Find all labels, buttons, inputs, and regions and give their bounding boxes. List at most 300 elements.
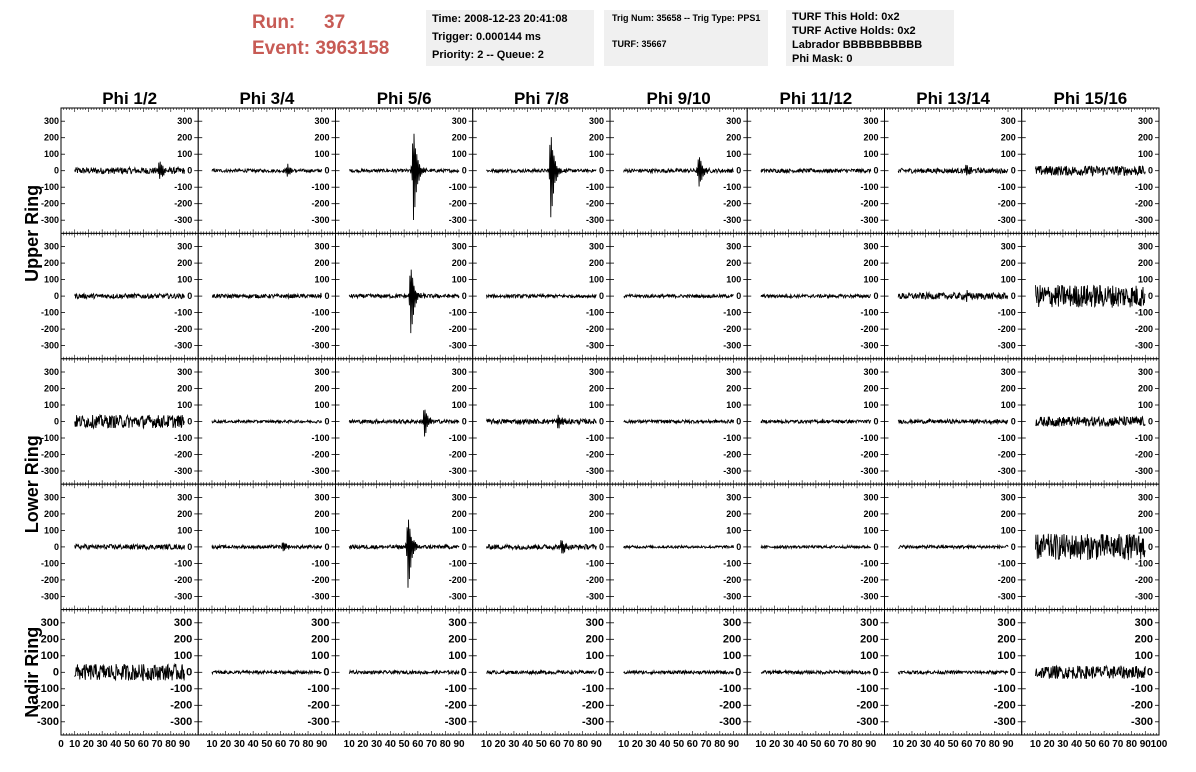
- y-tick-label: 100: [43, 274, 59, 285]
- y-tick-label: 300: [43, 241, 59, 252]
- y-tick-label: 200: [1134, 633, 1153, 646]
- y-tick-label: 200: [1000, 258, 1016, 269]
- y-tick-label: 300: [726, 492, 742, 503]
- y-tick-label: 100: [177, 525, 193, 536]
- y-tick-label: -200: [585, 324, 604, 335]
- y-tick-label: 200: [726, 258, 742, 269]
- y-tick-label: -300: [448, 340, 467, 351]
- y-tick-label: 0: [873, 291, 879, 302]
- y-tick-label: 0: [598, 165, 604, 176]
- waveform-panel: [198, 233, 335, 358]
- y-tick-label: 0: [1147, 291, 1153, 302]
- y-tick-label: 200: [588, 132, 604, 143]
- waveform-panel: [885, 108, 1022, 233]
- y-tick-label: 200: [177, 383, 193, 394]
- waveform-panel: [747, 484, 884, 609]
- y-tick-label: 300: [860, 616, 879, 629]
- y-tick-label: 200: [451, 132, 467, 143]
- y-tick-label: -300: [997, 215, 1016, 226]
- y-tick-label: -200: [448, 449, 467, 460]
- y-tick-label: 0: [187, 416, 193, 427]
- y-tick-label: -300: [40, 466, 59, 476]
- y-tick-label: 0: [872, 666, 879, 679]
- y-tick-label: 300: [863, 492, 879, 503]
- turf-this-hold-text: TURF This Hold: 0x2: [792, 11, 900, 23]
- y-tick-label: 0: [53, 541, 59, 552]
- y-tick-label: 100: [1137, 149, 1153, 160]
- trigger-text: Trigger: 0.000144 ms: [432, 31, 541, 43]
- y-tick-label: 0: [324, 541, 330, 552]
- waveform-panel: [885, 484, 1022, 609]
- y-tick-label: -200: [174, 198, 193, 209]
- y-tick-label: -100: [581, 682, 604, 695]
- y-tick-label: 0: [53, 416, 59, 427]
- y-tick-label: 100: [860, 649, 879, 662]
- y-tick-label: 100: [40, 649, 59, 662]
- y-tick-label: -100: [856, 682, 879, 695]
- y-tick-label: 100: [1137, 400, 1153, 410]
- y-tick-label: 100: [726, 274, 742, 285]
- y-tick-label: -200: [856, 699, 879, 712]
- y-tick-label: 100: [1000, 400, 1016, 410]
- y-tick-label: 300: [311, 616, 330, 629]
- waveform-panel: [473, 108, 610, 233]
- y-tick-label: 300: [726, 116, 742, 127]
- y-tick-label: -200: [1134, 574, 1153, 585]
- y-tick-label: -300: [174, 215, 193, 226]
- y-tick-label: 100: [451, 149, 467, 160]
- y-tick-label: -200: [444, 699, 467, 712]
- y-tick-label: -300: [448, 215, 467, 226]
- y-tick-label: 0: [53, 165, 59, 176]
- waveform-panel: [41, 484, 198, 609]
- y-tick-label: -300: [581, 715, 604, 728]
- y-tick-label: -200: [40, 198, 59, 209]
- column-title: Phi 9/10: [646, 89, 711, 108]
- y-tick-label: -200: [40, 449, 59, 460]
- y-tick-label: 0: [735, 666, 742, 679]
- y-tick-label: -200: [997, 574, 1016, 585]
- y-tick-label: -100: [1134, 307, 1153, 318]
- y-tick-label: -100: [1134, 558, 1153, 569]
- y-tick-label: 200: [314, 508, 330, 519]
- y-tick-label: -300: [997, 466, 1016, 476]
- y-tick-label: -300: [40, 215, 59, 226]
- y-tick-label: 0: [187, 291, 193, 302]
- y-tick-label: -100: [997, 182, 1016, 193]
- y-tick-label: 100: [726, 525, 742, 536]
- y-tick-label: 300: [588, 492, 604, 503]
- y-tick-label: 300: [588, 367, 604, 377]
- y-tick-label: 0: [597, 666, 604, 679]
- y-tick-label: 200: [43, 508, 59, 519]
- y-tick-label: 200: [860, 633, 879, 646]
- waveform-panel: [336, 108, 473, 233]
- turf-text: TURF: 35667: [612, 39, 667, 49]
- y-tick-label: -100: [311, 182, 330, 193]
- y-tick-label: -300: [36, 715, 59, 728]
- y-tick-label: -100: [860, 433, 879, 443]
- column-title: Phi 1/2: [102, 89, 158, 108]
- row-title: Nadir Ring: [22, 626, 42, 718]
- waveform-panel: [41, 233, 198, 358]
- y-tick-label: -100: [1134, 182, 1153, 193]
- y-tick-label: -100: [860, 558, 879, 569]
- y-tick-label: 100: [1137, 274, 1153, 285]
- y-tick-label: 100: [451, 525, 467, 536]
- y-tick-label: -100: [723, 307, 742, 318]
- y-tick-label: 0: [736, 541, 742, 552]
- y-tick-label: -300: [585, 340, 604, 351]
- y-tick-label: 0: [460, 666, 467, 679]
- y-tick-label: -200: [581, 699, 604, 712]
- y-tick-label: 300: [314, 367, 330, 377]
- y-tick-label: -200: [993, 699, 1016, 712]
- y-tick-label: 0: [324, 416, 330, 427]
- y-tick-label: 300: [588, 241, 604, 252]
- y-tick-label: 0: [461, 291, 467, 302]
- y-tick-label: 100: [177, 274, 193, 285]
- y-tick-label: 0: [1010, 291, 1016, 302]
- y-tick-label: 100: [1134, 649, 1153, 662]
- y-tick-label: 0: [1146, 666, 1153, 679]
- y-tick-label: 100: [588, 400, 604, 410]
- y-tick-label: -100: [997, 558, 1016, 569]
- y-tick-label: -100: [723, 433, 742, 443]
- waveform-panel: [41, 108, 198, 233]
- waveform-panel: [885, 233, 1022, 358]
- y-tick-label: 200: [177, 132, 193, 143]
- y-tick-label: 300: [43, 367, 59, 377]
- y-tick-label: 0: [598, 291, 604, 302]
- y-tick-label: 200: [863, 132, 879, 143]
- y-tick-label: 300: [451, 116, 467, 127]
- y-tick-label: 300: [314, 492, 330, 503]
- y-tick-label: -300: [997, 591, 1016, 602]
- y-tick-label: 0: [461, 416, 467, 427]
- y-tick-label: 100: [177, 149, 193, 160]
- y-tick-label: 300: [177, 241, 193, 252]
- y-tick-label: 0: [1009, 666, 1016, 679]
- y-tick-label: 200: [1000, 508, 1016, 519]
- y-tick-label: -200: [723, 449, 742, 460]
- y-tick-label: 300: [40, 616, 59, 629]
- y-tick-label: 0: [52, 666, 59, 679]
- column-title: Phi 15/16: [1053, 89, 1128, 108]
- y-tick-label: -100: [170, 682, 193, 695]
- y-tick-label: -300: [448, 466, 467, 476]
- y-tick-label: 300: [1000, 241, 1016, 252]
- y-tick-label: 300: [1137, 116, 1153, 127]
- y-tick-label: 300: [448, 616, 467, 629]
- waveform-panel: [1022, 108, 1159, 233]
- y-tick-label: 200: [726, 383, 742, 394]
- y-tick-label: -100: [174, 558, 193, 569]
- y-tick-label: 300: [726, 367, 742, 377]
- y-tick-label: 0: [1147, 541, 1153, 552]
- waveform-panel: [747, 108, 884, 233]
- waveform-panel: [885, 359, 1022, 484]
- y-tick-label: 200: [314, 383, 330, 394]
- y-tick-label: -300: [1134, 591, 1153, 602]
- y-tick-label: 200: [43, 258, 59, 269]
- waveform-panel: [1022, 359, 1159, 484]
- waveform-panel: [198, 108, 335, 233]
- y-tick-label: 200: [588, 383, 604, 394]
- y-tick-label: 300: [177, 492, 193, 503]
- column-title: Phi 5/6: [376, 89, 432, 108]
- y-tick-label: 100: [726, 400, 742, 410]
- y-tick-label: -300: [860, 591, 879, 602]
- waveform-panel: [198, 610, 335, 735]
- y-tick-label: -200: [174, 449, 193, 460]
- turf-active-holds-text: TURF Active Holds: 0x2: [792, 25, 916, 37]
- y-tick-label: 200: [722, 633, 742, 646]
- y-tick-label: -300: [1134, 340, 1153, 351]
- y-tick-label: -300: [174, 340, 193, 351]
- waveform-panel: [1022, 610, 1159, 735]
- y-tick-label: 200: [726, 508, 742, 519]
- y-tick-label: -300: [40, 340, 59, 351]
- y-tick-label: -200: [40, 574, 59, 585]
- y-tick-label: -200: [448, 324, 467, 335]
- y-tick-label: -200: [997, 324, 1016, 335]
- y-tick-label: 0: [186, 666, 193, 679]
- y-tick-label: -300: [860, 215, 879, 226]
- y-tick-label: 100: [588, 149, 604, 160]
- waveform-panel: [37, 610, 198, 735]
- waveform-panel: [473, 610, 610, 735]
- y-tick-label: 200: [1137, 258, 1153, 269]
- y-tick-label: -200: [448, 574, 467, 585]
- y-tick-label: 200: [863, 383, 879, 394]
- y-tick-label: -300: [174, 591, 193, 602]
- y-tick-label: 100: [43, 525, 59, 536]
- y-tick-label: 100: [451, 400, 467, 410]
- y-tick-label: 200: [314, 258, 330, 269]
- y-tick-label: -200: [860, 324, 879, 335]
- waveform-panel: [610, 108, 747, 233]
- y-tick-label: 0: [1010, 541, 1016, 552]
- y-tick-label: 0: [461, 165, 467, 176]
- y-tick-label: -100: [36, 682, 59, 695]
- waveform-panel: [747, 233, 884, 358]
- y-tick-label: 300: [173, 616, 193, 629]
- y-tick-label: 0: [1147, 416, 1153, 427]
- y-tick-label: -200: [40, 324, 59, 335]
- y-tick-label: 0: [187, 541, 193, 552]
- y-tick-label: 100: [997, 649, 1016, 662]
- y-tick-label: -200: [311, 449, 330, 460]
- y-tick-label: 200: [997, 633, 1016, 646]
- y-tick-label: -100: [448, 182, 467, 193]
- y-tick-label: 100: [43, 400, 59, 410]
- y-tick-label: -300: [585, 215, 604, 226]
- y-tick-label: -300: [719, 715, 742, 728]
- y-tick-label: 0: [736, 416, 742, 427]
- y-tick-label: 300: [451, 492, 467, 503]
- y-tick-label: -300: [40, 591, 59, 602]
- waveform-panel: [473, 359, 610, 484]
- y-tick-label: -200: [997, 198, 1016, 209]
- y-tick-label: -300: [585, 466, 604, 476]
- y-tick-label: -200: [860, 449, 879, 460]
- y-tick-label: 200: [43, 383, 59, 394]
- y-tick-label: -100: [40, 433, 59, 443]
- waveform-panel: [198, 484, 335, 609]
- y-tick-label: -100: [585, 182, 604, 193]
- waveform-panel: [336, 359, 473, 484]
- y-tick-label: -200: [723, 574, 742, 585]
- y-tick-label: 300: [451, 241, 467, 252]
- waveform-panel: [885, 610, 1022, 735]
- y-tick-label: 100: [314, 149, 330, 160]
- y-tick-label: 0: [323, 666, 330, 679]
- y-tick-label: -100: [997, 307, 1016, 318]
- y-tick-label: -100: [40, 182, 59, 193]
- y-tick-label: 0: [873, 165, 879, 176]
- y-tick-label: -300: [585, 591, 604, 602]
- y-tick-label: -100: [448, 307, 467, 318]
- y-tick-label: -300: [860, 340, 879, 351]
- y-tick-label: -100: [448, 433, 467, 443]
- y-tick-label: 100: [177, 400, 193, 410]
- y-tick-label: 0: [187, 165, 193, 176]
- y-tick-label: -300: [723, 215, 742, 226]
- y-tick-label: 300: [588, 116, 604, 127]
- y-tick-label: 300: [1134, 616, 1153, 629]
- y-tick-label: -300: [723, 591, 742, 602]
- waveform-panel: [41, 359, 198, 484]
- y-tick-label: 200: [451, 383, 467, 394]
- y-tick-label: -100: [448, 558, 467, 569]
- y-tick-label: 100: [585, 649, 604, 662]
- row-title: Upper Ring: [22, 184, 42, 282]
- y-tick-label: 200: [451, 258, 467, 269]
- y-tick-label: 0: [873, 541, 879, 552]
- y-tick-label: -100: [311, 433, 330, 443]
- y-tick-label: 300: [314, 116, 330, 127]
- y-tick-label: 300: [997, 616, 1016, 629]
- y-tick-label: -200: [174, 574, 193, 585]
- y-tick-label: -200: [174, 324, 193, 335]
- y-tick-label: -100: [40, 307, 59, 318]
- y-tick-label: -100: [860, 182, 879, 193]
- y-tick-label: 200: [863, 508, 879, 519]
- y-tick-label: 100: [863, 525, 879, 536]
- y-tick-label: 300: [1000, 367, 1016, 377]
- y-tick-label: 300: [43, 492, 59, 503]
- y-tick-label: -100: [723, 182, 742, 193]
- y-tick-label: -100: [174, 182, 193, 193]
- y-tick-label: 300: [863, 116, 879, 127]
- y-tick-label: 200: [40, 633, 59, 646]
- y-tick-label: -200: [723, 324, 742, 335]
- row-title: Lower Ring: [22, 435, 42, 534]
- waveform-panel: [473, 233, 610, 358]
- waveform-panel: [747, 610, 884, 735]
- y-tick-label: 100: [451, 274, 467, 285]
- y-tick-label: -100: [311, 307, 330, 318]
- waveform-panel: [610, 484, 747, 609]
- y-tick-label: 200: [1137, 508, 1153, 519]
- labrador-text: Labrador BBBBBBBBBB: [792, 39, 923, 51]
- waveform-panel: [336, 484, 473, 609]
- y-tick-label: 100: [311, 649, 330, 662]
- y-tick-label: 200: [1137, 383, 1153, 394]
- y-tick-label: 300: [722, 616, 742, 629]
- y-tick-label: -100: [40, 558, 59, 569]
- y-tick-label: -200: [307, 699, 330, 712]
- y-tick-label: 0: [873, 416, 879, 427]
- y-tick-label: 0: [461, 541, 467, 552]
- y-tick-label: 100: [43, 149, 59, 160]
- y-tick-label: -300: [997, 340, 1016, 351]
- y-tick-label: 200: [177, 508, 193, 519]
- y-tick-label: 100: [588, 525, 604, 536]
- y-tick-label: -200: [311, 324, 330, 335]
- y-tick-label: -200: [311, 198, 330, 209]
- y-tick-label: -200: [585, 449, 604, 460]
- time-text: Time: 2008-12-23 20:41:08: [432, 13, 568, 25]
- y-tick-label: -300: [1134, 215, 1153, 226]
- phi-mask-text: Phi Mask: 0: [792, 53, 853, 65]
- y-tick-label: -100: [174, 433, 193, 443]
- waveform-panel: [336, 610, 473, 735]
- y-tick-label: 100: [1000, 149, 1016, 160]
- y-tick-label: 200: [863, 258, 879, 269]
- y-tick-label: -100: [585, 558, 604, 569]
- y-tick-label: -100: [311, 558, 330, 569]
- y-tick-label: 0: [1147, 165, 1153, 176]
- y-tick-label: -100: [585, 433, 604, 443]
- y-tick-label: 100: [448, 649, 467, 662]
- y-tick-label: -200: [448, 198, 467, 209]
- y-tick-label: 100: [863, 400, 879, 410]
- y-tick-label: -300: [307, 715, 330, 728]
- column-title: Phi 13/14: [916, 89, 990, 108]
- y-tick-label: -300: [311, 591, 330, 602]
- waveform-panel: [610, 233, 747, 358]
- run-label: Run:: [252, 12, 296, 33]
- y-tick-label: -100: [444, 682, 467, 695]
- waveform-panel: [1022, 484, 1159, 609]
- y-tick-label: 200: [451, 508, 467, 519]
- y-tick-label: 300: [863, 367, 879, 377]
- y-tick-label: -200: [860, 574, 879, 585]
- y-tick-label: 100: [314, 274, 330, 285]
- column-title: Phi 7/8: [513, 89, 569, 108]
- y-tick-label: 300: [726, 241, 742, 252]
- y-tick-label: -100: [860, 307, 879, 318]
- y-tick-label: 300: [863, 241, 879, 252]
- y-tick-label: 300: [1137, 241, 1153, 252]
- y-tick-label: 200: [1137, 132, 1153, 143]
- y-tick-label: 0: [736, 165, 742, 176]
- column-title: Phi 3/4: [239, 89, 295, 108]
- y-tick-label: 200: [1000, 132, 1016, 143]
- y-tick-label: -300: [311, 466, 330, 476]
- y-tick-label: -300: [856, 715, 879, 728]
- waveform-panel: [336, 233, 473, 358]
- y-tick-label: 100: [863, 149, 879, 160]
- y-tick-label: 100: [1000, 525, 1016, 536]
- y-tick-label: 200: [726, 132, 742, 143]
- y-tick-label: -300: [993, 715, 1016, 728]
- y-tick-label: 200: [448, 633, 467, 646]
- y-tick-label: 0: [1010, 165, 1016, 176]
- y-tick-label: -100: [1130, 682, 1153, 695]
